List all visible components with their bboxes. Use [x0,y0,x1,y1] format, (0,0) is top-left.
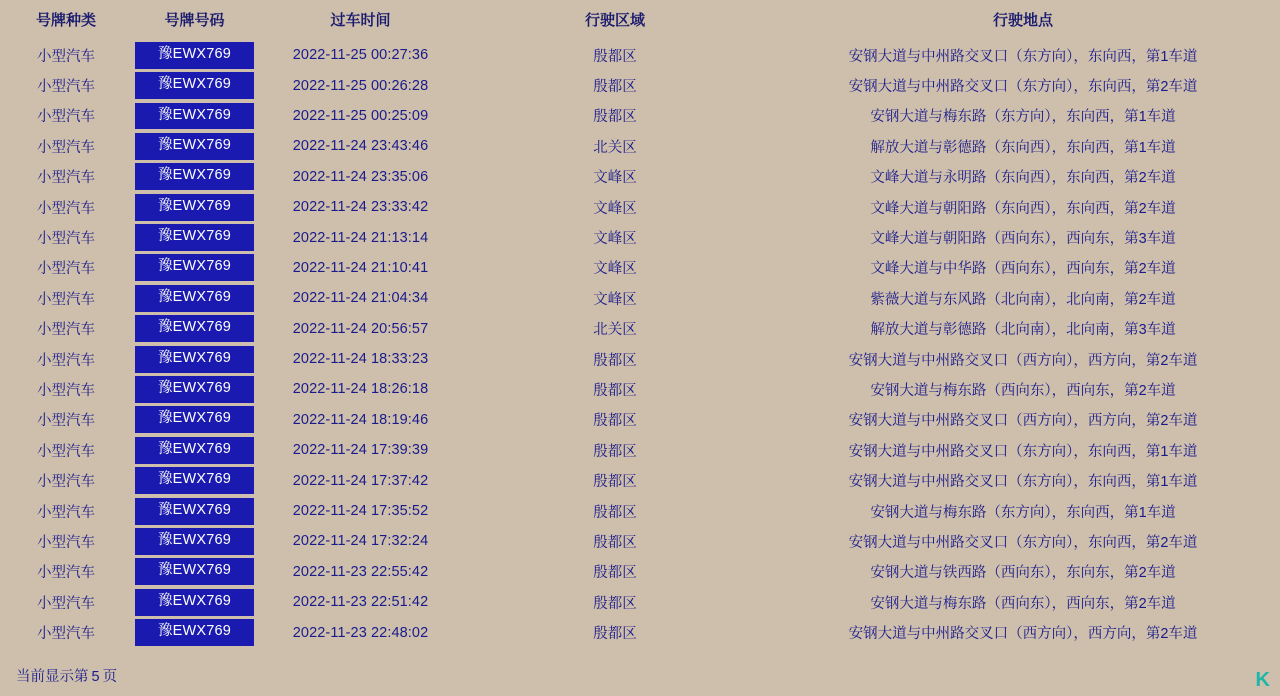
cell-pass-time: 2022-11-24 18:33:23 [292,351,429,368]
cell-pass-time: 2022-11-24 21:10:41 [292,259,429,276]
cell-location: 安钢大道与梅东路（西向东），西向东，第2车道 [870,595,1176,612]
cell-area: 殷都区 [593,48,637,65]
cell-plate-number [132,587,257,617]
cell-plate-number [132,557,257,587]
cell-area: 殷都区 [593,595,637,612]
plate-badge: 豫EWX769 [135,346,254,373]
cell-area: 殷都区 [593,352,637,369]
cell-area: 殷都区 [593,443,637,460]
cell-pass-time: 2022-11-24 17:37:42 [292,472,429,489]
cell-plate-type: 小型汽车 [37,413,95,430]
cell-location: 解放大道与彰德路（北向南），北向南，第3车道 [870,322,1176,339]
cell-location: 安钢大道与铁西路（西向东），东向东，第2车道 [870,565,1176,582]
table-header-row [0,0,1280,40]
cell-plate-number [132,162,257,192]
cell-plate-number [132,496,257,526]
cell-location: 安钢大道与梅东路（东方向），东向西，第1车道 [870,504,1176,521]
pagination-status [16,665,117,686]
cell-pass-time: 2022-11-23 22:48:02 [292,624,429,641]
cell-area: 殷都区 [593,109,637,126]
cell-plate-type: 小型汽车 [37,139,95,156]
cell-location: 安钢大道与中州路交叉口（东方向），东向西，第2车道 [848,534,1198,551]
cell-plate-type: 小型汽车 [37,534,95,551]
plate-badge: 豫EWX769 [135,406,254,433]
table-body [0,40,1280,648]
table-row [0,131,1280,161]
cell-location: 安钢大道与中州路交叉口（东方向），东向西，第2车道 [848,79,1198,96]
table-row [0,587,1280,617]
cell-pass-time: 2022-11-23 22:51:42 [292,594,429,611]
cell-location: 安钢大道与中州路交叉口（东方向），东向西，第1车道 [848,474,1198,491]
cell-location: 解放大道与彰德路（东向西），东向西，第1车道 [870,139,1176,156]
cell-plate-type: 小型汽车 [37,382,95,399]
table-row [0,526,1280,556]
cell-plate-type: 小型汽车 [37,565,95,582]
plate-badge: 豫EWX769 [135,498,254,525]
cell-plate-type: 小型汽车 [37,79,95,96]
cell-plate-type: 小型汽车 [37,231,95,248]
cell-location: 文峰大道与朝阳路（西向东），西向东，第3车道 [870,231,1176,248]
cell-area: 殷都区 [593,474,637,491]
cell-plate-number [132,617,257,647]
cell-plate-number [132,344,257,374]
cell-plate-type: 小型汽车 [37,322,95,339]
cell-plate-type: 小型汽车 [37,109,95,126]
cell-area: 殷都区 [593,413,637,430]
plate-badge: 豫EWX769 [135,315,254,342]
table-row [0,40,1280,70]
cell-area: 殷都区 [593,79,637,96]
cell-area: 殷都区 [593,534,637,551]
cell-pass-time: 2022-11-24 23:33:42 [292,199,429,216]
cell-plate-number [132,374,257,404]
cell-area: 文峰区 [593,170,637,187]
cell-pass-time: 2022-11-24 23:35:06 [292,168,429,185]
column-header-area: 行驶区域 [584,12,645,29]
cell-location: 文峰大道与朝阳路（东向西），东向西，第2车道 [870,200,1176,217]
table-row [0,344,1280,374]
cell-location: 安钢大道与中州路交叉口（西方向），西方向，第2车道 [848,626,1198,643]
cell-plate-type: 小型汽车 [37,200,95,217]
cell-location: 安钢大道与中州路交叉口（东方向），东向西，第1车道 [848,443,1198,460]
plate-badge: 豫EWX769 [135,42,254,69]
cell-area: 殷都区 [593,382,637,399]
plate-badge: 豫EWX769 [135,589,254,616]
plate-badge: 豫EWX769 [135,72,254,99]
cell-plate-type: 小型汽车 [37,291,95,308]
cell-pass-time: 2022-11-24 18:26:18 [292,381,429,398]
cell-location: 安钢大道与中州路交叉口（西方向），西方向，第2车道 [848,413,1198,430]
pagination-suffix: 页 [102,669,118,685]
table-row [0,314,1280,344]
plate-badge: 豫EWX769 [135,467,254,494]
cell-plate-type: 小型汽车 [37,595,95,612]
table-row [0,162,1280,192]
table-row [0,253,1280,283]
cell-plate-type: 小型汽车 [37,48,95,65]
cell-location: 安钢大道与中州路交叉口（西方向），西方向，第2车道 [848,352,1198,369]
cell-plate-type: 小型汽车 [37,504,95,521]
plate-badge: 豫EWX769 [135,558,254,585]
plate-badge: 豫EWX769 [135,163,254,190]
cell-pass-time: 2022-11-24 20:56:57 [292,320,429,337]
cell-plate-number [132,253,257,283]
plate-badge: 豫EWX769 [135,103,254,130]
cell-pass-time: 2022-11-25 00:25:09 [292,107,429,124]
cell-pass-time: 2022-11-23 22:55:42 [292,563,429,580]
cell-pass-time: 2022-11-24 17:39:39 [292,442,429,459]
cell-area: 文峰区 [593,231,637,248]
cell-plate-type: 小型汽车 [37,170,95,187]
cell-plate-type: 小型汽车 [37,443,95,460]
table-row [0,70,1280,100]
cell-location: 紫薇大道与东风路（北向南），北向南，第2车道 [870,291,1176,308]
table-row [0,496,1280,526]
cell-pass-time: 2022-11-24 23:43:46 [292,138,429,155]
cell-plate-number [132,314,257,344]
plate-badge: 豫EWX769 [135,254,254,281]
column-header-plate-type: 号牌种类 [35,12,96,29]
cell-area: 殷都区 [593,565,637,582]
cell-plate-number [132,40,257,70]
plate-badge: 豫EWX769 [135,619,254,646]
table-row [0,617,1280,647]
cell-plate-number [132,435,257,465]
cell-pass-time: 2022-11-24 17:35:52 [292,503,429,520]
cell-pass-time: 2022-11-24 18:19:46 [292,411,429,428]
table-row [0,374,1280,404]
plate-badge: 豫EWX769 [135,528,254,555]
cell-pass-time: 2022-11-25 00:27:36 [292,47,429,64]
table-row [0,557,1280,587]
cell-plate-number [132,192,257,222]
plate-badge: 豫EWX769 [135,224,254,251]
table-row [0,192,1280,222]
column-header-location: 行驶地点 [992,12,1053,29]
cell-pass-time: 2022-11-24 21:04:34 [292,290,429,307]
plate-badge: 豫EWX769 [135,437,254,464]
table-row [0,222,1280,252]
cell-plate-type: 小型汽车 [37,352,95,369]
cell-plate-type: 小型汽车 [37,261,95,278]
cell-location: 文峰大道与永明路（东向西），东向西，第2车道 [870,170,1176,187]
cell-area: 文峰区 [593,200,637,217]
table-row [0,101,1280,131]
table-header [0,0,1280,40]
column-header-pass-time: 过车时间 [330,12,391,29]
cell-area: 北关区 [593,322,637,339]
cell-area: 北关区 [593,139,637,156]
plate-badge: 豫EWX769 [135,133,254,160]
table-row [0,405,1280,435]
plate-badge: 豫EWX769 [135,376,254,403]
table-row [0,465,1280,495]
cell-plate-number [132,283,257,313]
cell-pass-time: 2022-11-24 17:32:24 [292,533,429,550]
cell-plate-type: 小型汽车 [37,474,95,491]
pagination-prefix: 当前显示第 [16,669,89,685]
cell-plate-type: 小型汽车 [37,626,95,643]
cell-location: 安钢大道与梅东路（东方向），东向西，第1车道 [870,109,1176,126]
cell-area: 文峰区 [593,261,637,278]
cell-plate-number [132,131,257,161]
cell-pass-time: 2022-11-24 21:13:14 [292,229,429,246]
cell-area: 殷都区 [593,504,637,521]
cell-plate-number [132,70,257,100]
cell-location: 安钢大道与中州路交叉口（东方向），东向西，第1车道 [848,48,1198,65]
cell-plate-number [132,465,257,495]
cell-plate-number [132,101,257,131]
cell-area: 殷都区 [593,626,637,643]
cell-location: 文峰大道与中华路（西向东），西向东，第2车道 [870,261,1176,278]
cell-pass-time: 2022-11-25 00:26:28 [292,77,429,94]
column-header-plate-number: 号牌号码 [164,12,225,29]
cell-plate-number [132,405,257,435]
table-row [0,283,1280,313]
pagination-page-number: 5 [91,669,100,685]
plate-badge: 豫EWX769 [135,285,254,312]
cell-plate-number [132,222,257,252]
plate-badge: 豫EWX769 [135,194,254,221]
cell-area: 文峰区 [593,291,637,308]
table-row [0,435,1280,465]
watermark-logo: K [1255,669,1270,691]
cell-location: 安钢大道与梅东路（西向东），西向东，第2车道 [870,382,1176,399]
cell-plate-number [132,526,257,556]
